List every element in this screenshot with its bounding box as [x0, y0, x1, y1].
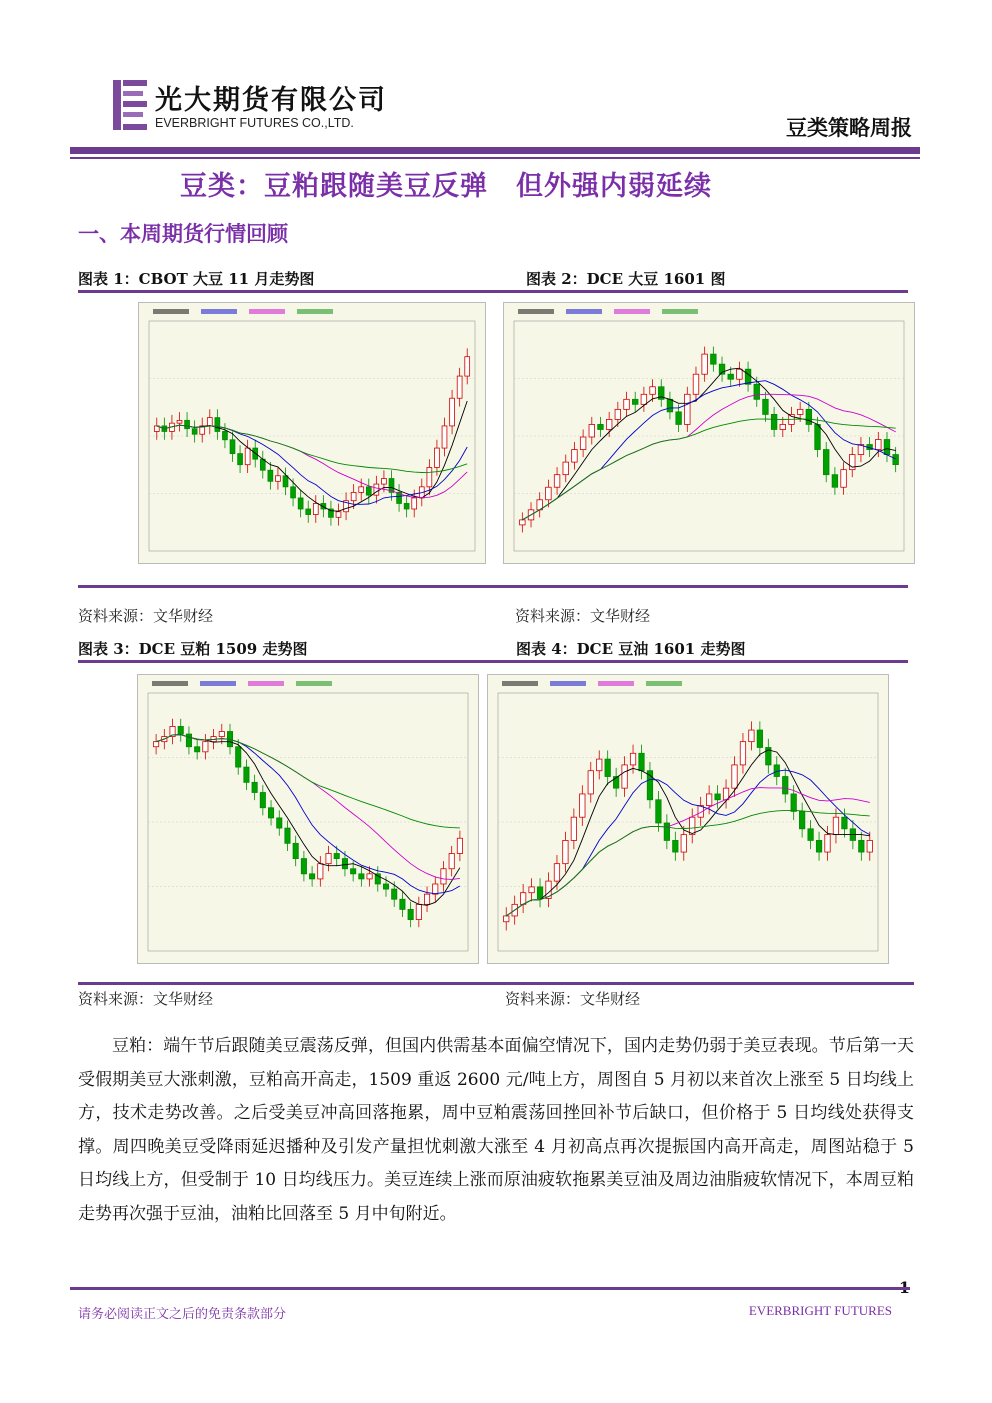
candle	[833, 817, 838, 834]
legend-mark	[248, 681, 284, 686]
candle	[808, 829, 813, 841]
footer-brand: EVERBRIGHT FUTURES	[748, 1303, 892, 1318]
candle	[673, 840, 678, 852]
chart-svg-3	[138, 675, 478, 963]
candle	[408, 909, 413, 919]
figure-bottom-rule	[78, 585, 908, 588]
candle	[195, 747, 200, 752]
legend-mark	[598, 681, 634, 686]
moving-average-line	[156, 735, 460, 894]
candle	[815, 424, 821, 449]
candle	[252, 782, 257, 792]
candle	[359, 874, 364, 879]
candle	[400, 899, 405, 909]
candle	[580, 794, 585, 817]
legend-mark	[296, 681, 332, 686]
figure-2-source: 资料来源：文华财经	[515, 607, 651, 625]
candle	[563, 462, 569, 475]
candle	[580, 437, 586, 450]
figure-4-source: 资料来源：文华财经	[505, 990, 641, 1008]
legend-mark	[153, 309, 189, 314]
figure-3-chart	[137, 674, 479, 964]
candle	[382, 479, 387, 485]
footer-rule	[70, 1287, 910, 1290]
figure-1-caption: 图表 1：CBOT 大豆 11 月走势图	[78, 270, 315, 288]
caption-rule	[78, 290, 908, 293]
candle	[236, 747, 241, 767]
figure-3-caption: 图表 3：DCE 豆粕 1509 走势图	[78, 640, 308, 658]
candle	[504, 916, 509, 922]
candle	[219, 732, 224, 737]
candle	[605, 759, 610, 776]
candle	[737, 369, 743, 379]
candle	[572, 450, 578, 463]
candle	[520, 893, 525, 905]
legend-mark	[297, 309, 333, 314]
candle	[293, 843, 298, 858]
candle	[245, 448, 250, 465]
candle	[375, 874, 380, 884]
candle	[639, 753, 644, 770]
candle	[624, 399, 630, 409]
analysis-paragraph: 豆粕：端午节后跟随美豆震荡反弹，但国内供需基本面偏空情况下，国内走势仍弱于美豆表现。节后第一天受假期美豆大涨刺激，豆粕高开高走，1509 重返 2600 元/吨上方，周图自 5 月初以来首次上涨至 5 日均线上方，技术走势改善。之后受美豆冲高回落拖累，周中豆粕震荡回挫回补节后缺口，但价格于 5 日均线处获得支撑。周四晚美豆受降雨延迟播种及引发产量担忧刺激大涨至 4 月初高点再次提振国内高开高走，周图站稳于 5 日均线上方，但受制于 10 日均线压力。美豆连续上涨而原油疲软拖累美豆油及周边油脂疲软情况下，本周豆粕走势再次强于豆油，油粕比回落至 5 月中旬附近。	[78, 1036, 914, 1224]
report-name: 豆类策略周报	[786, 115, 912, 140]
candle	[681, 835, 686, 852]
candle	[244, 767, 249, 782]
candle	[588, 771, 593, 794]
candle	[825, 835, 830, 852]
candle	[185, 420, 190, 428]
header-rule-thin	[70, 157, 920, 159]
candle	[823, 450, 829, 475]
figure-1-source: 资料来源：文华财经	[78, 607, 214, 625]
candle	[685, 394, 691, 424]
company-name-en: EVERBRIGHT FUTURES CO.,LTD.	[155, 116, 354, 130]
legend-mark	[646, 681, 682, 686]
candle	[457, 838, 462, 853]
candle	[260, 793, 265, 808]
candle	[571, 817, 576, 840]
candle	[791, 794, 796, 811]
candle	[298, 498, 303, 509]
candle	[192, 429, 197, 435]
disclaimer-text: 请务必阅读正文之后的免责条款部分	[78, 1307, 287, 1322]
candle	[554, 475, 560, 488]
candle	[728, 374, 734, 379]
candle	[841, 470, 847, 488]
company-logo	[113, 78, 393, 136]
candle	[754, 384, 760, 399]
candle	[291, 487, 296, 498]
company-name-cn: 光大期货有限公司	[155, 85, 387, 116]
candle	[277, 818, 282, 828]
candle	[215, 418, 220, 432]
caption-rule-2	[78, 660, 908, 663]
candle	[630, 753, 635, 765]
candle	[268, 808, 273, 818]
candle	[318, 864, 323, 879]
moving-average-line	[506, 810, 870, 916]
candle	[656, 800, 661, 823]
everbright-logo-icon	[113, 80, 147, 130]
moving-average-line	[156, 735, 460, 828]
section-heading: 一、本周期货行情回顾	[78, 221, 288, 246]
candle	[622, 765, 627, 788]
chart-svg-4	[488, 675, 888, 963]
candle	[412, 498, 417, 509]
figure-2-chart	[503, 302, 915, 564]
legend-mark	[518, 309, 554, 314]
header-rule	[70, 147, 920, 154]
candle	[884, 440, 890, 455]
candle	[859, 840, 864, 852]
candle	[615, 409, 621, 419]
candle	[749, 730, 754, 742]
candle	[326, 854, 331, 864]
candle	[313, 503, 318, 514]
candle	[740, 742, 745, 765]
candle	[424, 894, 429, 904]
figure-bottom-rule-2	[78, 982, 914, 985]
candle	[563, 840, 568, 863]
candle	[351, 869, 356, 874]
moving-average-line	[506, 750, 870, 916]
candle	[676, 412, 682, 425]
moving-average-line	[522, 381, 895, 520]
legend-mark	[550, 681, 586, 686]
candle	[606, 419, 612, 429]
candle	[693, 374, 699, 394]
candle	[702, 354, 708, 374]
legend-mark	[152, 681, 188, 686]
moving-average-line	[506, 770, 870, 916]
figure-2-caption: 图表 2：DCE 大豆 1601 图	[526, 270, 726, 288]
candle	[598, 424, 604, 429]
candle	[641, 394, 647, 404]
candle	[613, 777, 618, 789]
candle	[283, 476, 288, 487]
candle	[449, 854, 454, 869]
chart-frame	[514, 321, 904, 551]
candle	[706, 794, 711, 806]
figure-4-chart	[487, 674, 889, 964]
candle	[367, 874, 372, 879]
candle	[450, 398, 455, 426]
candle	[650, 387, 656, 395]
candle	[392, 889, 397, 899]
legend-mark	[662, 309, 698, 314]
candle	[178, 726, 183, 734]
candle	[780, 424, 786, 429]
candle	[306, 509, 311, 515]
candle	[186, 734, 191, 747]
moving-average-line	[522, 368, 895, 520]
figure-3-source: 资料来源：文华财经	[78, 990, 214, 1008]
candle	[309, 874, 314, 879]
candle	[589, 424, 595, 437]
candle	[238, 454, 243, 465]
candle	[715, 794, 720, 800]
candle	[433, 884, 438, 894]
candle	[366, 487, 371, 495]
page-title: 豆类：豆粕跟随美豆反弹 但外强内弱延续	[180, 171, 712, 202]
moving-average-line	[506, 788, 870, 916]
candle	[203, 742, 208, 752]
legend-mark	[249, 309, 285, 314]
candle	[223, 431, 228, 439]
candle	[435, 448, 440, 467]
candle	[732, 765, 737, 788]
candle	[876, 440, 882, 450]
moving-average-line	[522, 394, 895, 520]
candle	[711, 354, 717, 364]
candle	[842, 817, 847, 829]
candle	[276, 476, 281, 482]
candle	[207, 418, 212, 426]
candle	[745, 369, 751, 384]
candle	[664, 823, 669, 840]
figure-4-caption: 图表 4：DCE 豆油 1601 走势图	[516, 640, 746, 658]
candle	[383, 884, 388, 889]
candle	[546, 487, 552, 500]
candle	[554, 864, 559, 881]
candle	[457, 376, 462, 398]
figure-1-chart	[138, 302, 486, 564]
candle	[690, 817, 695, 834]
candle	[799, 811, 804, 828]
candle	[771, 414, 777, 429]
candle	[537, 887, 542, 899]
candle	[832, 475, 838, 488]
candle	[597, 759, 602, 771]
candle	[416, 904, 421, 919]
chart-svg-2	[504, 303, 914, 563]
candle	[359, 487, 364, 493]
candle	[177, 420, 182, 423]
candle	[334, 854, 339, 859]
candle	[301, 859, 306, 874]
candle	[427, 467, 432, 486]
candle	[797, 409, 803, 414]
legend-mark	[200, 681, 236, 686]
candle	[336, 512, 341, 518]
candle	[816, 840, 821, 852]
legend-mark	[201, 309, 237, 314]
legend-mark	[502, 681, 538, 686]
candle	[667, 399, 673, 412]
candle	[529, 887, 534, 893]
candle	[442, 426, 447, 448]
chart-svg-1	[139, 303, 485, 563]
candle	[404, 503, 409, 509]
candle	[893, 455, 899, 465]
candle	[763, 399, 769, 414]
candle	[867, 840, 872, 852]
legend-mark	[614, 309, 650, 314]
candle	[465, 357, 470, 376]
candle	[153, 742, 158, 747]
candle	[757, 730, 762, 747]
moving-average-line	[156, 735, 460, 880]
legend-mark	[566, 309, 602, 314]
candle	[783, 777, 788, 794]
candle	[351, 492, 356, 500]
candle	[806, 409, 812, 424]
candle	[342, 859, 347, 869]
candle	[285, 828, 290, 843]
candle	[268, 470, 273, 481]
candle	[230, 440, 235, 454]
candle	[441, 869, 446, 884]
candle	[520, 520, 526, 525]
candle	[632, 399, 638, 404]
